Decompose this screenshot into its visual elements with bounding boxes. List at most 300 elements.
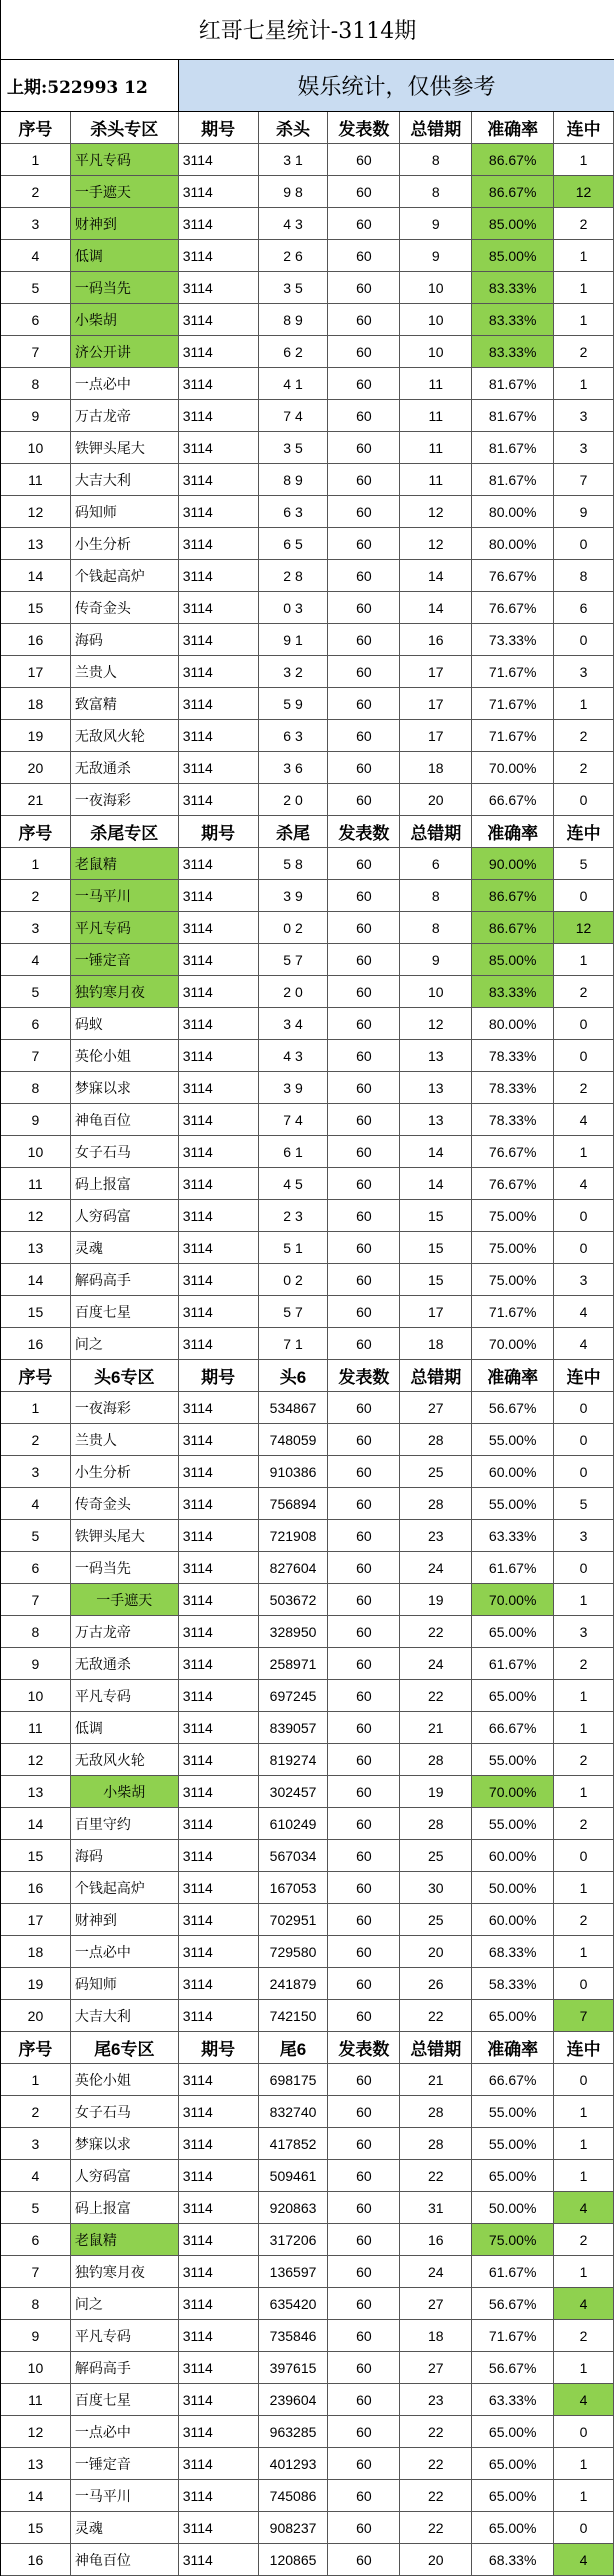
table-row [1, 752, 614, 784]
cell-period: 3114 [179, 1968, 259, 1999]
header-predictor-name: 头6专区 [71, 1360, 179, 1391]
header-row-number: 序号 [1, 2032, 71, 2063]
cell-accuracy: 71.67% [472, 2320, 554, 2351]
cell-accuracy: 65.00% [472, 2480, 554, 2511]
cell-predictor-name: 梦寐以求 [71, 2128, 179, 2159]
cell-row-number: 9 [1, 1104, 71, 1135]
cell-predictor-name: 一手遮天 [71, 176, 179, 207]
cell-streak: 0 [554, 2416, 614, 2447]
cell-predictor-name: 英伦小姐 [71, 2064, 179, 2095]
cell-predictor-name: 一锤定音 [71, 2448, 179, 2479]
table-row [1, 1840, 614, 1872]
cell-row-number: 4 [1, 240, 71, 271]
cell-prediction: 534867 [259, 1392, 329, 1423]
table-row [1, 624, 614, 656]
cell-accuracy: 60.00% [472, 1840, 554, 1871]
cell-prediction: 2 6 [259, 240, 329, 271]
cell-accuracy: 65.00% [472, 2416, 554, 2447]
cell-total-misses: 21 [400, 1712, 472, 1743]
table-row [1, 2288, 614, 2320]
cell-predictor-name: 百里守约 [71, 1808, 179, 1839]
cell-prediction: 4 5 [259, 1168, 329, 1199]
cell-total-misses: 16 [400, 2224, 472, 2255]
cell-accuracy: 71.67% [472, 1296, 554, 1327]
cell-predictor-name: 万古龙帝 [71, 1616, 179, 1647]
cell-streak: 1 [554, 1680, 614, 1711]
cell-published-count: 60 [328, 1776, 400, 1807]
cell-published-count: 60 [328, 1072, 400, 1103]
cell-total-misses: 18 [400, 1328, 472, 1359]
cell-accuracy: 80.00% [472, 528, 554, 559]
cell-total-misses: 15 [400, 1264, 472, 1295]
cell-prediction: 702951 [259, 1904, 329, 1935]
cell-accuracy: 70.00% [472, 1584, 554, 1615]
cell-row-number: 1 [1, 2064, 71, 2095]
cell-published-count: 60 [328, 1616, 400, 1647]
table-row [1, 1296, 614, 1328]
cell-published-count: 60 [328, 2224, 400, 2255]
header-period: 期号 [179, 816, 259, 847]
cell-prediction: 5 8 [259, 848, 329, 879]
cell-total-misses: 28 [400, 1808, 472, 1839]
cell-total-misses: 28 [400, 1488, 472, 1519]
cell-published-count: 60 [328, 880, 400, 911]
cell-row-number: 3 [1, 2128, 71, 2159]
cell-accuracy: 75.00% [472, 1232, 554, 1263]
cell-row-number: 1 [1, 848, 71, 879]
cell-predictor-name: 梦寐以求 [71, 1072, 179, 1103]
cell-predictor-name: 低调 [71, 240, 179, 271]
cell-published-count: 60 [328, 2096, 400, 2127]
sheet-title: 红哥七星统计-3114期 [1, 0, 614, 60]
cell-predictor-name: 平凡专码 [71, 2320, 179, 2351]
cell-accuracy: 63.33% [472, 2384, 554, 2415]
cell-streak: 0 [554, 1424, 614, 1455]
cell-streak: 1 [554, 688, 614, 719]
cell-predictor-name: 女子石马 [71, 1136, 179, 1167]
cell-period: 3114 [179, 1168, 259, 1199]
cell-period: 3114 [179, 400, 259, 431]
table-row [1, 720, 614, 752]
cell-row-number: 8 [1, 1616, 71, 1647]
cell-prediction: 6 3 [259, 496, 329, 527]
cell-prediction: 136597 [259, 2256, 329, 2287]
cell-predictor-name: 一手遮天 [71, 1584, 179, 1615]
cell-row-number: 1 [1, 144, 71, 175]
cell-accuracy: 70.00% [472, 1776, 554, 1807]
cell-prediction: 317206 [259, 2224, 329, 2255]
cell-predictor-name: 独钓寒月夜 [71, 976, 179, 1007]
cell-prediction: 5 7 [259, 944, 329, 975]
cell-predictor-name: 平凡专码 [71, 1680, 179, 1711]
section-2 [1, 816, 614, 1360]
cell-row-number: 9 [1, 2320, 71, 2351]
cell-total-misses: 14 [400, 592, 472, 623]
cell-accuracy: 75.00% [472, 1264, 554, 1295]
cell-period: 3114 [179, 240, 259, 271]
cell-total-misses: 18 [400, 752, 472, 783]
cell-published-count: 60 [328, 1392, 400, 1423]
cell-accuracy: 85.00% [472, 944, 554, 975]
cell-total-misses: 12 [400, 496, 472, 527]
cell-period: 3114 [179, 2160, 259, 2191]
cell-row-number: 11 [1, 1168, 71, 1199]
cell-predictor-name: 码蚁 [71, 1008, 179, 1039]
cell-period: 3114 [179, 1904, 259, 1935]
cell-period: 3114 [179, 848, 259, 879]
cell-published-count: 60 [328, 1328, 400, 1359]
cell-total-misses: 25 [400, 1840, 472, 1871]
table-row [1, 1744, 614, 1776]
cell-published-count: 60 [328, 1008, 400, 1039]
cell-prediction: 610249 [259, 1808, 329, 1839]
cell-period: 3114 [179, 2128, 259, 2159]
cell-streak: 1 [554, 1936, 614, 1967]
cell-row-number: 13 [1, 528, 71, 559]
cell-streak: 0 [554, 1392, 614, 1423]
header-period: 期号 [179, 2032, 259, 2063]
cell-period: 3114 [179, 1040, 259, 1071]
cell-prediction: 908237 [259, 2512, 329, 2543]
cell-total-misses: 9 [400, 208, 472, 239]
cell-prediction: 0 2 [259, 1264, 329, 1295]
cell-published-count: 60 [328, 336, 400, 367]
section-3 [1, 1360, 614, 2032]
cell-period: 3114 [179, 432, 259, 463]
cell-period: 3114 [179, 656, 259, 687]
cell-accuracy: 76.67% [472, 592, 554, 623]
cell-prediction: 2 8 [259, 560, 329, 591]
cell-predictor-name: 问之 [71, 1328, 179, 1359]
cell-published-count: 60 [328, 432, 400, 463]
cell-row-number: 14 [1, 1264, 71, 1295]
cell-predictor-name: 独钓寒月夜 [71, 2256, 179, 2287]
cell-prediction: 2 0 [259, 976, 329, 1007]
cell-prediction: 748059 [259, 1424, 329, 1455]
table-row [1, 2000, 614, 2032]
cell-row-number: 3 [1, 208, 71, 239]
cell-predictor-name: 海码 [71, 1840, 179, 1871]
cell-streak: 0 [554, 1456, 614, 1487]
cell-row-number: 15 [1, 1840, 71, 1871]
cell-period: 3114 [179, 1200, 259, 1231]
table-row [1, 1712, 614, 1744]
cell-accuracy: 65.00% [472, 1616, 554, 1647]
cell-published-count: 60 [328, 944, 400, 975]
cell-total-misses: 27 [400, 2352, 472, 2383]
cell-published-count: 60 [328, 1872, 400, 1903]
table-row [1, 1328, 614, 1360]
cell-row-number: 14 [1, 1808, 71, 1839]
cell-total-misses: 20 [400, 2544, 472, 2575]
cell-published-count: 60 [328, 1552, 400, 1583]
cell-streak: 2 [554, 208, 614, 239]
cell-streak: 0 [554, 1200, 614, 1231]
cell-accuracy: 90.00% [472, 848, 554, 879]
cell-predictor-name: 女子石马 [71, 2096, 179, 2127]
cell-total-misses: 15 [400, 1200, 472, 1231]
cell-published-count: 60 [328, 2544, 400, 2575]
cell-period: 3114 [179, 1616, 259, 1647]
cell-row-number: 3 [1, 1456, 71, 1487]
header-published-count: 发表数 [328, 1360, 400, 1391]
cell-predictor-name: 平凡专码 [71, 912, 179, 943]
cell-streak: 3 [554, 1616, 614, 1647]
cell-published-count: 60 [328, 176, 400, 207]
table-row [1, 1648, 614, 1680]
table-row [1, 1200, 614, 1232]
cell-published-count: 60 [328, 1648, 400, 1679]
header-period: 期号 [179, 112, 259, 143]
cell-total-misses: 31 [400, 2192, 472, 2223]
table-row [1, 2096, 614, 2128]
cell-predictor-name: 一马平川 [71, 2480, 179, 2511]
cell-total-misses: 30 [400, 1872, 472, 1903]
cell-prediction: 258971 [259, 1648, 329, 1679]
cell-published-count: 60 [328, 1040, 400, 1071]
cell-row-number: 7 [1, 336, 71, 367]
cell-streak: 2 [554, 752, 614, 783]
cell-published-count: 60 [328, 2160, 400, 2191]
cell-row-number: 17 [1, 1904, 71, 1935]
cell-accuracy: 75.00% [472, 2224, 554, 2255]
cell-streak: 4 [554, 1104, 614, 1135]
cell-streak: 3 [554, 1264, 614, 1295]
cell-streak: 9 [554, 496, 614, 527]
table-row [1, 2512, 614, 2544]
cell-streak: 2 [554, 976, 614, 1007]
cell-predictor-name: 百度七星 [71, 1296, 179, 1327]
table-row [1, 848, 614, 880]
cell-published-count: 60 [328, 528, 400, 559]
cell-total-misses: 28 [400, 1744, 472, 1775]
cell-accuracy: 66.67% [472, 2064, 554, 2095]
cell-row-number: 14 [1, 2480, 71, 2511]
cell-predictor-name: 大吉大利 [71, 464, 179, 495]
cell-streak: 1 [554, 2128, 614, 2159]
table-row [1, 240, 614, 272]
cell-period: 3114 [179, 1520, 259, 1551]
cell-published-count: 60 [328, 912, 400, 943]
cell-total-misses: 8 [400, 912, 472, 943]
cell-published-count: 60 [328, 1680, 400, 1711]
cell-published-count: 60 [328, 2448, 400, 2479]
cell-period: 3114 [179, 1104, 259, 1135]
cell-predictor-name: 码上报富 [71, 2192, 179, 2223]
table-row [1, 464, 614, 496]
cell-accuracy: 71.67% [472, 688, 554, 719]
cell-accuracy: 83.33% [472, 976, 554, 1007]
cell-streak: 1 [554, 1776, 614, 1807]
cell-accuracy: 50.00% [472, 1872, 554, 1903]
table-row [1, 1392, 614, 1424]
cell-row-number: 4 [1, 2160, 71, 2191]
cell-period: 3114 [179, 336, 259, 367]
cell-row-number: 2 [1, 1424, 71, 1455]
cell-prediction: 401293 [259, 2448, 329, 2479]
cell-prediction: 3 5 [259, 432, 329, 463]
cell-accuracy: 78.33% [472, 1072, 554, 1103]
cell-row-number: 19 [1, 1968, 71, 1999]
cell-prediction: 239604 [259, 2384, 329, 2415]
table-row [1, 2224, 614, 2256]
cell-row-number: 14 [1, 560, 71, 591]
cell-predictor-name: 无敌风火轮 [71, 720, 179, 751]
cell-accuracy: 58.33% [472, 1968, 554, 1999]
cell-accuracy: 65.00% [472, 2000, 554, 2031]
cell-period: 3114 [179, 2064, 259, 2095]
cell-published-count: 60 [328, 1744, 400, 1775]
cell-prediction: 397615 [259, 2352, 329, 2383]
cell-period: 3114 [179, 1264, 259, 1295]
cell-streak: 0 [554, 1840, 614, 1871]
cell-row-number: 13 [1, 1776, 71, 1807]
cell-streak: 12 [554, 912, 614, 943]
cell-predictor-name: 解码高手 [71, 2352, 179, 2383]
header-row-number: 序号 [1, 1360, 71, 1391]
cell-accuracy: 61.67% [472, 1552, 554, 1583]
cell-total-misses: 24 [400, 1552, 472, 1583]
cell-total-misses: 20 [400, 784, 472, 815]
cell-streak: 0 [554, 1968, 614, 1999]
table-row [1, 1232, 614, 1264]
cell-prediction: 7 4 [259, 1104, 329, 1135]
cell-prediction: 2 3 [259, 1200, 329, 1231]
cell-row-number: 12 [1, 1200, 71, 1231]
cell-accuracy: 83.33% [472, 336, 554, 367]
cell-prediction: 0 3 [259, 592, 329, 623]
cell-total-misses: 23 [400, 1520, 472, 1551]
cell-streak: 1 [554, 944, 614, 975]
cell-streak: 4 [554, 2288, 614, 2319]
table-row [1, 2448, 614, 2480]
cell-accuracy: 50.00% [472, 2192, 554, 2223]
cell-row-number: 10 [1, 2352, 71, 2383]
header-predictor-name: 杀尾专区 [71, 816, 179, 847]
cell-published-count: 60 [328, 240, 400, 271]
cell-row-number: 13 [1, 2448, 71, 2479]
cell-predictor-name: 小柴胡 [71, 304, 179, 335]
previous-period: 上期:522993 12 [1, 60, 179, 111]
cell-streak: 1 [554, 1136, 614, 1167]
cell-predictor-name: 兰贵人 [71, 656, 179, 687]
cell-predictor-name: 小生分析 [71, 1456, 179, 1487]
cell-streak: 0 [554, 2064, 614, 2095]
cell-total-misses: 22 [400, 2512, 472, 2543]
cell-predictor-name: 个钱起高炉 [71, 1872, 179, 1903]
cell-period: 3114 [179, 2096, 259, 2127]
table-row [1, 784, 614, 816]
cell-prediction: 6 5 [259, 528, 329, 559]
cell-predictor-name: 济公开讲 [71, 336, 179, 367]
cell-predictor-name: 一点必中 [71, 368, 179, 399]
cell-prediction: 7 1 [259, 1328, 329, 1359]
cell-prediction: 6 1 [259, 1136, 329, 1167]
cell-total-misses: 16 [400, 624, 472, 655]
cell-prediction: 302457 [259, 1776, 329, 1807]
table-row [1, 1808, 614, 1840]
table-header-row [1, 816, 614, 848]
cell-accuracy: 55.00% [472, 1744, 554, 1775]
cell-accuracy: 81.67% [472, 368, 554, 399]
cell-accuracy: 81.67% [472, 432, 554, 463]
header-streak: 连中 [554, 2032, 614, 2063]
cell-period: 3114 [179, 1232, 259, 1263]
table-row [1, 496, 614, 528]
table-header-row [1, 1360, 614, 1392]
table-row [1, 656, 614, 688]
cell-streak: 2 [554, 2224, 614, 2255]
cell-prediction: 756894 [259, 1488, 329, 1519]
cell-total-misses: 11 [400, 368, 472, 399]
cell-published-count: 60 [328, 2416, 400, 2447]
cell-predictor-name: 小生分析 [71, 528, 179, 559]
cell-total-misses: 17 [400, 720, 472, 751]
cell-predictor-name: 传奇金头 [71, 592, 179, 623]
cell-streak: 1 [554, 2256, 614, 2287]
cell-row-number: 15 [1, 1296, 71, 1327]
cell-total-misses: 10 [400, 304, 472, 335]
cell-total-misses: 10 [400, 272, 472, 303]
cell-predictor-name: 致富精 [71, 688, 179, 719]
cell-published-count: 60 [328, 1520, 400, 1551]
cell-streak: 1 [554, 2160, 614, 2191]
cell-predictor-name: 一点必中 [71, 2416, 179, 2447]
cell-total-misses: 10 [400, 976, 472, 1007]
table-row [1, 1520, 614, 1552]
cell-total-misses: 8 [400, 880, 472, 911]
cell-row-number: 2 [1, 2096, 71, 2127]
cell-streak: 1 [554, 2352, 614, 2383]
cell-row-number: 10 [1, 432, 71, 463]
cell-period: 3114 [179, 1776, 259, 1807]
cell-accuracy: 80.00% [472, 496, 554, 527]
cell-period: 3114 [179, 880, 259, 911]
cell-published-count: 60 [328, 752, 400, 783]
cell-total-misses: 19 [400, 1584, 472, 1615]
cell-predictor-name: 海码 [71, 624, 179, 655]
cell-total-misses: 22 [400, 2480, 472, 2511]
cell-total-misses: 14 [400, 560, 472, 591]
cell-period: 3114 [179, 272, 259, 303]
cell-predictor-name: 码知师 [71, 1968, 179, 1999]
cell-accuracy: 80.00% [472, 1008, 554, 1039]
cell-published-count: 60 [328, 1808, 400, 1839]
cell-streak: 0 [554, 624, 614, 655]
cell-period: 3114 [179, 2544, 259, 2575]
cell-total-misses: 12 [400, 1008, 472, 1039]
cell-period: 3114 [179, 1808, 259, 1839]
cell-published-count: 60 [328, 2320, 400, 2351]
cell-total-misses: 27 [400, 2288, 472, 2319]
cell-published-count: 60 [328, 2064, 400, 2095]
cell-prediction: 7 4 [259, 400, 329, 431]
cell-period: 3114 [179, 2000, 259, 2031]
table-row [1, 400, 614, 432]
cell-accuracy: 56.67% [472, 2352, 554, 2383]
cell-period: 3114 [179, 1456, 259, 1487]
cell-accuracy: 55.00% [472, 2096, 554, 2127]
cell-published-count: 60 [328, 976, 400, 1007]
cell-accuracy: 68.33% [472, 1936, 554, 1967]
cell-published-count: 60 [328, 368, 400, 399]
cell-row-number: 8 [1, 1072, 71, 1103]
cell-streak: 0 [554, 1232, 614, 1263]
table-row [1, 1264, 614, 1296]
cell-row-number: 2 [1, 176, 71, 207]
cell-predictor-name: 人穷码富 [71, 2160, 179, 2191]
cell-period: 3114 [179, 720, 259, 751]
